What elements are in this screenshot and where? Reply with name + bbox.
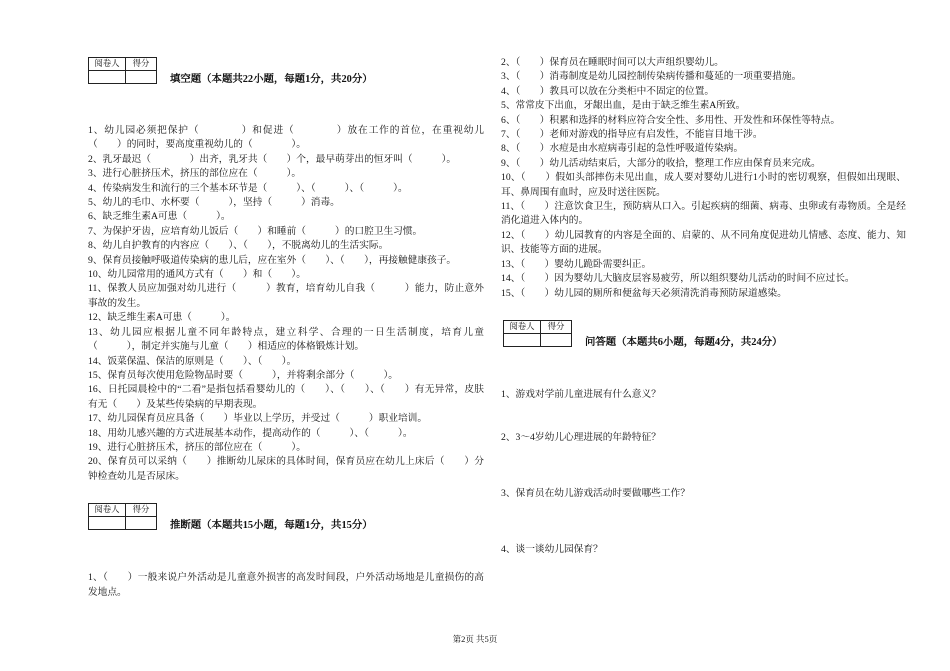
fill-blank-question: 15、保育员每次使用危险物品时要（ ），并将剩余部分（ ）。: [88, 369, 398, 381]
fill-blank-question: 14、饭菜保温、保洁的原则是（ ）、（ ）。: [88, 355, 297, 367]
judgment-section-header: [88, 503, 484, 530]
fill-blank-question: 9、保育员接触呼吸道传染病的患儿后，应在室外（ ）、（ ），再接触健康孩子。: [88, 254, 457, 266]
judgment-question: 3、（ ）消毒制度是幼儿园控制传染病传播和蔓延的一项重要措施。: [501, 71, 802, 83]
left-column: [88, 57, 484, 600]
judgment-section-title: 推断题（本题共15小题，每题1分，共15分）: [170, 520, 373, 532]
fill-blank-question: 12、缺乏维生素A可患（ ）。: [88, 312, 236, 324]
fill-blank-question: 17、幼儿园保育员应具备（ ）毕业以上学历，并受过（ ）职业培训。: [88, 413, 428, 425]
judgment-question: 11、（ ）注意饮食卫生，预防病从口入。引起疾病的细菌、病毒、虫卵或有毒物质。全是经消化道进入体内的。: [501, 201, 906, 227]
short-answer-section-title: 问答题（本题共6小题，每题4分，共24分）: [585, 336, 783, 348]
score-box-score-entry: [126, 71, 157, 84]
judgment-question: 5、常常皮下出血，牙龈出血，是由于缺乏维生素A所致。: [501, 100, 746, 112]
short-answer-question: 1、游戏对学前儿童进展有什么意义？: [501, 388, 661, 400]
score-box-score-label: 得分: [126, 58, 157, 71]
judgment-question: 7、（ ）老师对游戏的指导应有启发性，不能盲目地干涉。: [501, 129, 763, 141]
fill-blank-question: 16、日托园晨检中的“二看”是指包括看婴幼儿的（ ）、（ ）、（ ）有无异常，皮肤有无（ ）及某些传染病的早期表现。: [88, 384, 484, 410]
judgment-question-list-left: [88, 571, 484, 600]
judgment-question: 15、（ ）幼儿园的厕所和便盆每天必须清洗消毒预防尿道感染。: [501, 287, 787, 299]
score-box-reviewer-entry: [89, 71, 126, 84]
score-box: [88, 57, 157, 84]
short-answer-question-list: [501, 388, 906, 557]
judgment-question: 10、（ ）假如头部摔伤未见出血，成人要对婴幼儿进行1小时的密切观察，但假如出现眼、耳、鼻周围有血时，应及时送往医院。: [501, 172, 906, 198]
judgment-question-list-right: [501, 56, 906, 301]
score-box: [88, 503, 157, 530]
judgment-question: 1、（ ）一般来说户外活动是儿童意外损害的高发时间段，户外活动场地是儿童损伤的高发地点。: [88, 572, 484, 598]
judgment-question: 12、（ ）幼儿园教育的内容是全面的、启蒙的、从不同角度促进幼儿情感、态度、能力、知识、技能等方面的进展。: [501, 229, 906, 256]
fill-blank-question: 4、传染病发生和流行的三个基本环节是（ ）、（ ）、（ ）。: [88, 182, 408, 194]
short-answer-question: 3、保育员在幼儿游戏活动时要做哪些工作？: [501, 487, 690, 499]
short-answer-question: 2、3～4岁幼儿心理进展的年龄特征？: [501, 431, 661, 443]
judgment-question: 9、（ ）幼儿活动结束后，大部分的收拾，整理工作应由保育员来完成。: [501, 157, 821, 169]
fill-blank-question: 1、幼儿园必须把保护（ ）和促进（ ）放在工作的首位，在重视幼儿（ ）的同时，要高度重视幼儿的（ ）。: [88, 125, 484, 151]
score-box-score-label: 得分: [126, 504, 157, 517]
score-box-reviewer-label: 阅卷人: [504, 320, 541, 333]
score-box-reviewer-label: 阅卷人: [89, 504, 126, 517]
short-answer-question: 4、谈一谈幼儿园保育？: [501, 543, 603, 555]
fill-blank-question: 8、幼儿自护教育的内容应（ ）、（ ），不脱离幼儿的生活实际。: [88, 240, 389, 252]
score-box-reviewer-entry: [504, 333, 541, 346]
fill-blank-question: 13、幼儿园应根据儿童不同年龄特点，建立科学、合理的一日生活制度，培育儿童（ ），制定并实施与儿童（ ）相适应的体格锻炼计划。: [88, 326, 484, 353]
fill-blank-question: 18、用幼儿感兴趣的方式进展基本动作，提高动作的（ ）、（ ）。: [88, 427, 413, 439]
fill-blank-question: 10、幼儿园常用的通风方式有（ ）和（ ）。: [88, 269, 306, 281]
right-column: [501, 56, 906, 557]
score-box-reviewer-label: 阅卷人: [89, 58, 126, 71]
score-box-score-entry: [541, 333, 572, 346]
page-number: 第2页 共5页: [452, 634, 498, 644]
fill-blank-question: 5、幼儿的毛巾、水杯要（ ），坚持（ ）消毒。: [88, 197, 340, 209]
judgment-question: 4、（ ）教具可以放在分类柜中不固定的位置。: [501, 85, 715, 97]
fill-blank-section-header: [88, 57, 484, 84]
score-box-score-entry: [126, 517, 157, 530]
fill-blank-question-list: [88, 124, 484, 484]
fill-blank-question: 20、保育员可以采纳（ ）推断幼儿尿床的具体时间，保育员应在幼儿上床后（ ）分钟检查幼儿是否尿床。: [88, 456, 484, 482]
short-answer-section-header: [503, 320, 906, 347]
fill-blank-question: 7、为保护牙齿，应培育幼儿饭后（ ）和睡前（ ）的口腔卫生习惯。: [88, 225, 423, 237]
judgment-question: 8、（ ）水痘是由水痘病毒引起的急性呼吸道传染病。: [501, 143, 744, 155]
judgment-question: 14、（ ）因为婴幼儿大脑皮层容易疲劳，所以组织婴幼儿活动的时间不应过长。: [501, 273, 855, 285]
fill-blank-question: 2、乳牙最迟（ ）出齐，乳牙共（ ）个，最早萌芽出的恒牙叫（ ）。: [88, 153, 457, 165]
fill-blank-question: 19、进行心脏挤压术，挤压的部位应在（ ）。: [88, 441, 306, 453]
judgment-question: 2、（ ）保育员在睡眠时间可以大声组织婴幼儿。: [501, 57, 724, 68]
score-box-reviewer-entry: [89, 517, 126, 530]
fill-blank-question: 11、保教人员应加强对幼儿进行（ ）教育，培育幼儿自我（ ）能力，防止意外事故的发生。: [88, 283, 484, 309]
score-box: [503, 320, 572, 347]
judgment-question: 13、（ ）婴幼儿跪卧需要纠正。: [501, 258, 652, 270]
fill-blank-question: 6、缺乏维生素A可患（ ）。: [88, 211, 231, 223]
fill-blank-section-title: 填空题（本题共22小题，每题1分，共20分）: [170, 74, 373, 85]
fill-blank-question: 3、进行心脏挤压术，挤压的部位应在（ ）。: [88, 168, 302, 180]
score-box-score-label: 得分: [541, 320, 572, 333]
judgment-question: 6、（ ）积累和选择的材料应符合安全性、多用性、开发性和环保性等特点。: [501, 114, 841, 126]
